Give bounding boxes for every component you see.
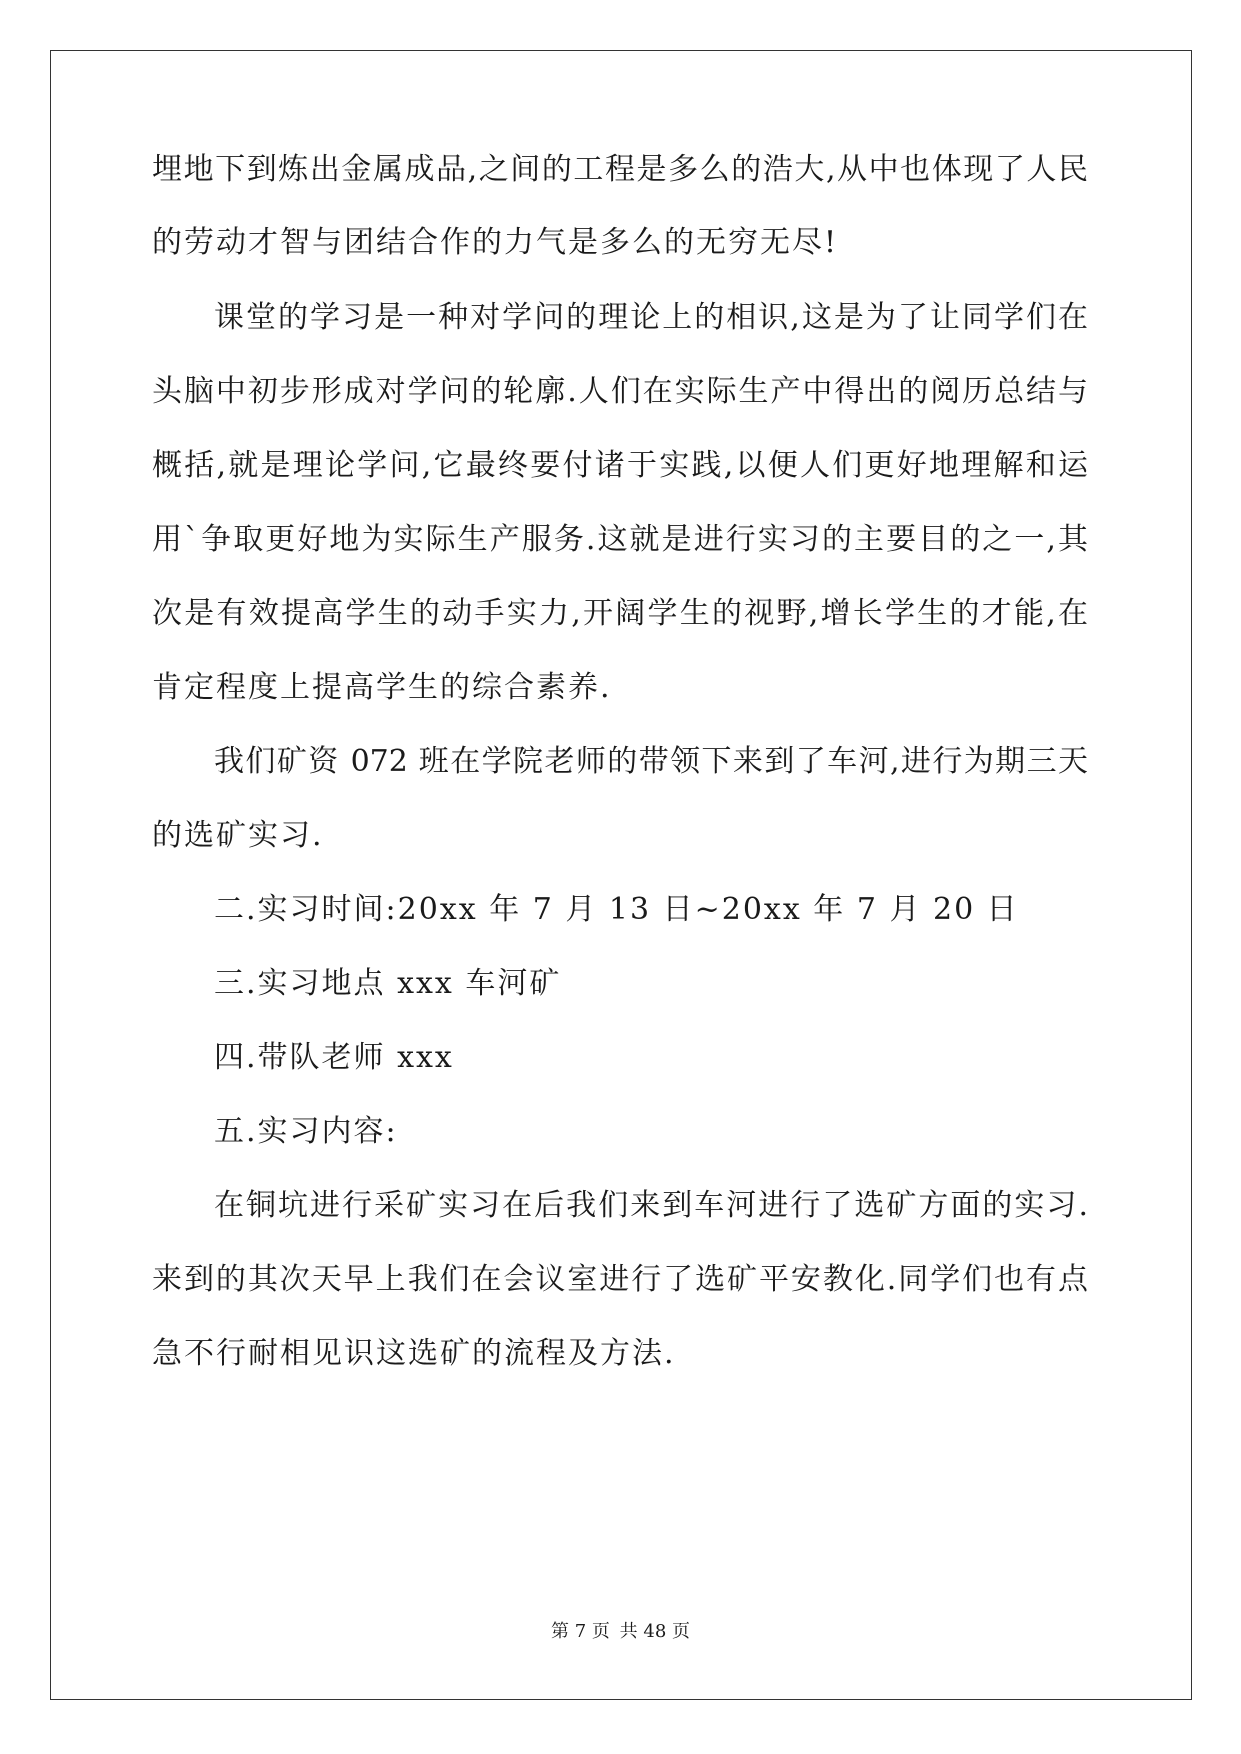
paragraph-line: 头脑中初步形成对学问的轮廓.人们在实际生产中得出的阅历总结与 <box>152 374 1088 409</box>
paragraph-line: 次是有效提高学生的动手实力,开阔学生的视野,增长学生的才能,在 <box>152 596 1088 631</box>
current-page-number: 第 7 页 <box>551 1621 610 1642</box>
total-page-count: 共 48 页 <box>619 1621 690 1642</box>
section-heading-location: 三.实习地点 xxx 车河矿 <box>214 966 562 1001</box>
paragraph-line: 概括,就是理论学问,它最终要付诸于实践,以便人们更好地理解和运 <box>152 448 1088 483</box>
paragraph-line: 肯定程度上提高学生的综合素养. <box>152 670 612 705</box>
paragraph-line: 急不行耐相见识这选矿的流程及方法. <box>152 1336 676 1371</box>
paragraph-line: 来到的其次天早上我们在会议室进行了选矿平安教化.同学们也有点 <box>152 1262 1088 1297</box>
section-heading-content: 五.实习内容: <box>214 1114 398 1149</box>
paragraph-line: 埋地下到炼出金属成品,之间的工程是多么的浩大,从中也体现了人民 <box>152 152 1088 187</box>
paragraph-line: 在铜坑进行采矿实习在后我们来到车河进行了选矿方面的实习. <box>214 1188 1088 1223</box>
paragraph-line: 我们矿资 072 班在学院老师的带领下来到了车河,进行为期三天 <box>214 744 1088 779</box>
section-heading-teacher: 四.带队老师 xxx <box>214 1040 454 1075</box>
paragraph-line: 课堂的学习是一种对学问的理论上的相识,这是为了让同学们在 <box>214 300 1088 335</box>
paragraph-line: 的劳动才智与团结合作的力气是多么的无穷无尽! <box>152 225 839 260</box>
page-footer <box>0 1620 1241 1644</box>
section-heading-time: 二.实习时间:20xx 年 7 月 13 日~20xx 年 7 月 20 日 <box>214 892 1019 927</box>
paragraph-line: 用`争取更好地为实际生产服务.这就是进行实习的主要目的之一,其 <box>152 522 1088 557</box>
paragraph-line: 的选矿实习. <box>152 818 324 853</box>
